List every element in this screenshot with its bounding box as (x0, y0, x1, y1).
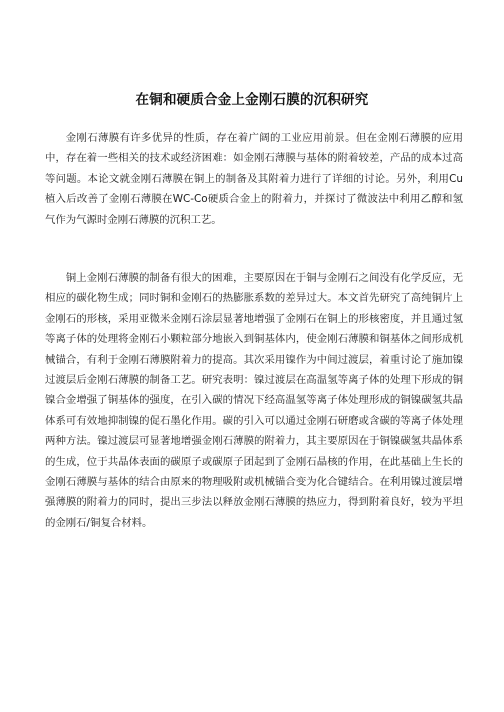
paragraph-1: 金刚石薄膜有许多优异的性质，存在着广阔的工业应用前景。但在金刚石薄膜的应用中，存在着一些相关的技术或经济困难：如金刚石薄膜与基体的附着较差，产品的成本过高等问题。本论文就金刚石薄膜在铜上的制备及其附着力进行了详细的讨论。另外，利用Cu植入后改善了金刚石薄膜在WC-Co硬质合金上的附着力，并探讨了微波法中利用乙醇和氢气作为气源时金刚石薄膜的沉积工艺。 (45, 132, 463, 226)
paragraph-2: 铜上金刚石薄膜的制备有很大的困难，主要原因在于铜与金刚石之间没有化学反应，无相应的碳化物生成；同时铜和金刚石的热膨胀系数的差异过大。本文首先研究了高纯铜片上金刚石的形核，采用亚微米金刚石涂层显著地增强了金刚石在铜上的形核密度，并且通过氢等离子体的处理将金刚石小颗粒部分地嵌入到铜基体内，使金刚石薄膜和铜基体之间形成机械锚合，有利于金刚石薄膜附着力的提高。其次采用镍作为中间过渡层，着重讨论了施加镍过渡层后金刚石薄膜的制备工艺。研究表明：镍过渡层在高温氢等离子体的处理下形成的铜镍合金增强了铜基体的强度，在引入碳的情况下经高温氢等离子体处理形成的铜镍碳氢共晶体系可有效地抑制镍的促石墨化作用。碳的引入可以通过金刚石研磨或含碳的等离子体处理两种方法。镍过渡层可显著地增强金刚石薄膜的附着力，其主要原因在于铜镍碳氢共晶体系的生成，位于共晶体表面的碳原子或碳原子团起到了金刚石晶核的作用，在此基础上生长的金刚石薄膜与基体的结合由原来的物理吸附或机械锚合变为化合键结合。在利用镍过渡层增强薄膜的附着力的同时，提出三步法以释放金刚石薄膜的热应力，得到附着良好，较为平坦的金刚石/铜复合材料。 (45, 272, 463, 529)
document-title: 在铜和硬质合金上金刚石膜的沉积研究 (135, 92, 369, 108)
